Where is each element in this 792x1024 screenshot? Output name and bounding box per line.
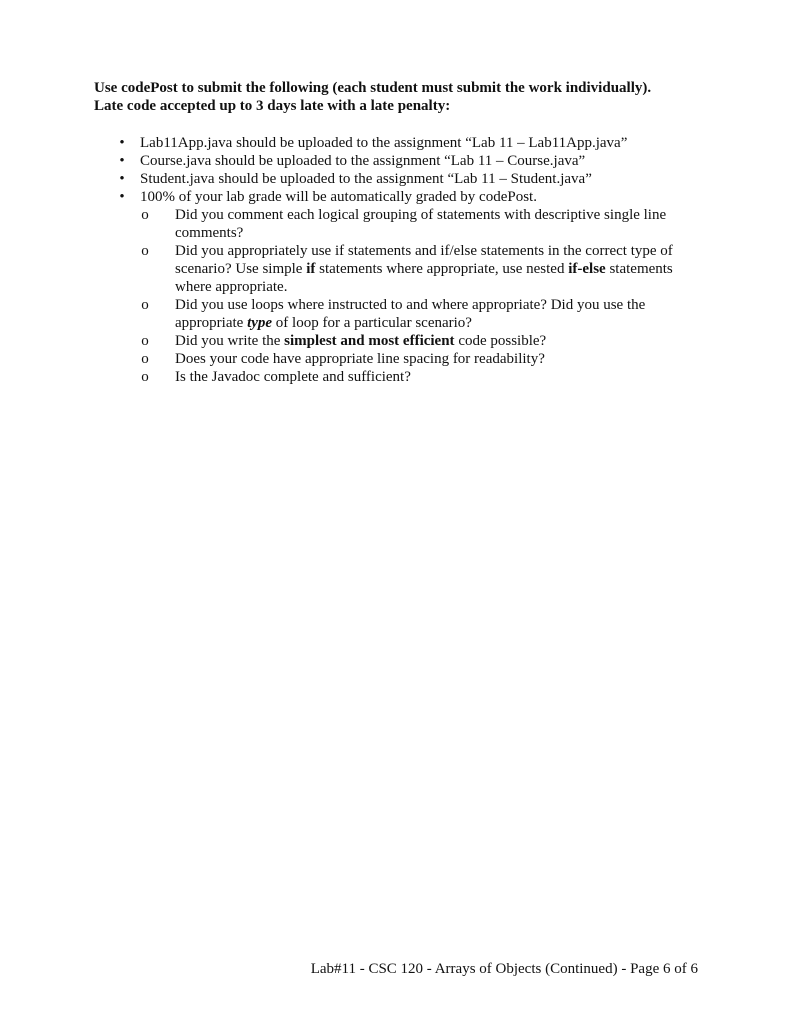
bullet-text: 100% of your lab grade will be automatically graded by codePost.: [140, 189, 537, 205]
bullet-item-student: [0, 170, 700, 188]
submission-checklist: [0, 134, 792, 386]
page-footer: Lab#11 - CSC 120 - Arrays of Objects (Continued) - Page 6 of 6: [310, 961, 698, 977]
criteria-text: Did you write the: [175, 333, 285, 349]
sub-bullet-marker: o: [141, 369, 149, 385]
criteria-text: Does your code have appropriate line spacing for readability?: [175, 351, 545, 367]
keyword-type: type: [247, 315, 273, 331]
keyword-simplest: simplest and most efficient: [284, 333, 455, 349]
criteria-item-loops: [0, 296, 700, 332]
criteria-text: statements where appropriate, use nested: [315, 261, 569, 277]
criteria-text: Did you use loops where instructed to and where appropriate? Did you use the appropriate: [175, 297, 646, 331]
bullet-item-grading: [0, 188, 700, 206]
criteria-item-comments: [0, 206, 700, 242]
intro-line-1: Use codePost to submit the following (each student must submit the work individually).: [94, 80, 652, 96]
bullet-text: Lab11App.java should be uploaded to the assignment “Lab 11 – Lab11App.java”: [140, 135, 628, 151]
criteria-item-javadoc: [0, 368, 700, 386]
criteria-item-spacing: [0, 350, 700, 368]
submission-instructions: [94, 79, 734, 115]
bullet-item-lab11app: [0, 134, 700, 152]
bullet-item-course: [0, 152, 700, 170]
criteria-text: statements where appropriate.: [175, 261, 673, 295]
criteria-text: Is the Javadoc complete and sufficient?: [175, 369, 411, 385]
criteria-text: of loop for a particular scenario?: [272, 315, 472, 331]
keyword-if: if: [306, 261, 316, 277]
criteria-text: Did you appropriately use if statements and if/else statements in the correct type of scenario? Use simple: [175, 243, 673, 277]
bullet-text: Student.java should be uploaded to the assignment “Lab 11 – Student.java”: [140, 171, 592, 187]
intro-line-2: Late code accepted up to 3 days late with a late penalty:: [94, 98, 451, 114]
bullet-marker: •: [119, 189, 125, 205]
sub-bullet-marker: o: [141, 243, 149, 259]
keyword-if-else: if-else: [568, 261, 606, 277]
bullet-marker: •: [119, 135, 125, 151]
criteria-item-efficiency: [0, 332, 700, 350]
criteria-text: code possible?: [454, 333, 547, 349]
bullet-marker: •: [119, 153, 125, 169]
sub-bullet-marker: o: [141, 297, 149, 313]
bullet-text: Course.java should be uploaded to the assignment “Lab 11 – Course.java”: [140, 153, 586, 169]
criteria-item-if-statements: [0, 242, 700, 296]
sub-bullet-marker: o: [141, 351, 149, 367]
bullet-marker: •: [119, 171, 125, 187]
sub-bullet-marker: o: [141, 333, 149, 349]
grading-criteria-list: [0, 206, 792, 386]
sub-bullet-marker: o: [141, 207, 149, 223]
criteria-text: Did you comment each logical grouping of statements with descriptive single line comments?: [175, 207, 667, 241]
